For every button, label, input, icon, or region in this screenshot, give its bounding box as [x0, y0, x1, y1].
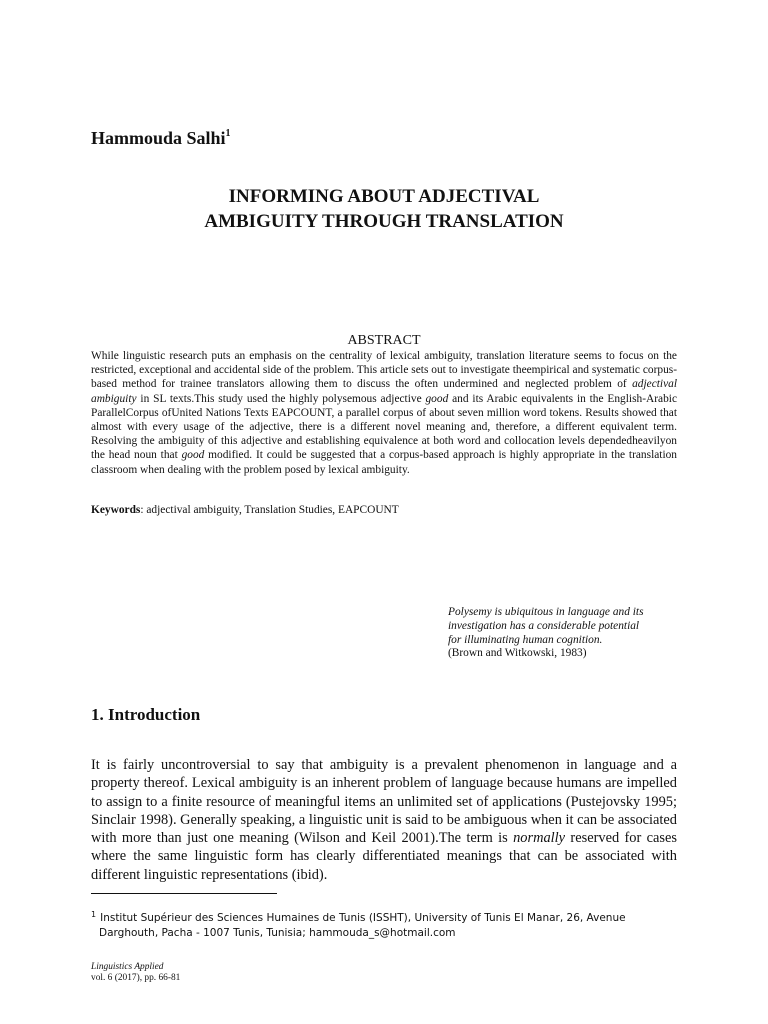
author-footnote-mark: 1	[225, 128, 231, 139]
paper-title	[91, 184, 677, 234]
footnote-line-2: Darghouth, Pacha - 1007 Tunis, Tunisia; hammouda_s@hotmail.com	[99, 927, 456, 939]
keywords-text: : adjectival ambiguity, Translation Studies, EAPCOUNT	[140, 504, 399, 516]
abstract-text-4: modified. It could be suggested that a corpus-based approach is highly appropriate in the translation classroom when dealing with the problem posed by lexical ambiguity.	[91, 449, 678, 476]
footnote	[91, 907, 677, 941]
keywords	[91, 503, 677, 517]
abstract-body	[91, 349, 677, 477]
epigraph-citation: (Brown and Witkowski, 1983)	[448, 647, 587, 660]
journal-volume: vol. 6 (2017), pp. 66-81	[91, 973, 181, 983]
footnote-line-1	[91, 912, 626, 924]
keywords-label: Keywords	[91, 504, 141, 516]
epigraph-line-3: for illuminating human cognition.	[448, 633, 603, 646]
intro-emphasis: normally	[513, 830, 566, 847]
footnote-mark: 1	[91, 910, 97, 919]
title-line-2: AMBIGUITY THROUGH TRANSLATION	[204, 211, 564, 232]
section-heading: 1. Introduction	[91, 705, 201, 724]
footnote-divider	[91, 893, 277, 894]
intro-text-2: reserved for cases where the same linguistic form has clearly differentiated meanings that can be associated with different linguistic representations (ibid).	[91, 830, 677, 883]
author-name	[91, 128, 231, 149]
title-line-1: INFORMING ABOUT ADJECTIVAL	[228, 186, 540, 207]
intro-paragraph	[91, 756, 677, 884]
abstract-text-1: While linguistic research puts an emphasis on the centrality of lexical ambiguity, translation literature seems to focus on the restricted, exceptional and accidental side of the problem. This article sets out to investigate theempirical and systematic corpus-based method for trainee translators allowing them to discuss the often undermined and neglected problem of	[91, 350, 677, 391]
journal-name: Linguistics Applied	[91, 962, 164, 972]
footnote-line-1-text: Institut Supérieur des Sciences Humaines de Tunis (ISSHT), University of Tunis El Manar, 26, Avenue	[100, 912, 626, 924]
abstract-text-3: and its Arabic equivalents in the English-Arabic ParallelCorpus ofUnited Nations Texts EAPCOUNT, a parallel corpus of about seven million word tokens. Results showed that almost with every usage of the adjective, there is a different novel meaning and, therefore, a different equivalent term. Resolving the ambiguity of this adjective and establishing equivalence at both word and collocation levels dependedheavilyon the head noun that	[91, 392, 677, 462]
abstract-text-2: in SL texts.This study used the highly polysemous adjective	[136, 392, 426, 405]
epigraph-line-1: Polysemy is ubiquitous in language and its	[448, 606, 644, 618]
abstract-heading: ABSTRACT	[347, 333, 421, 348]
abstract-emphasis-2: good	[425, 392, 449, 405]
epigraph	[448, 606, 688, 661]
intro-text-1: It is fairly uncontroversial to say that ambiguity is a prevalent phenomenon in language and a property thereof. Lexical ambiguity is an inherent problem of language because humans are impelled to assign to a finite resource of meaningful items an unlimited set of applications (Pustejovsky 1995; Sinclair 1998). Generally speaking, a linguistic unit is said to be ambiguous when it can be associated with more than just one meaning (Wilson and Keil 2001).The term is	[91, 757, 677, 847]
journal-info	[91, 962, 180, 984]
author-name-text: Hammouda Salhi	[91, 128, 226, 148]
abstract-emphasis-1: adjectival ambiguity	[91, 378, 677, 405]
abstract-emphasis-3: good	[181, 449, 205, 462]
epigraph-line-2: investigation has a considerable potential	[448, 619, 640, 632]
